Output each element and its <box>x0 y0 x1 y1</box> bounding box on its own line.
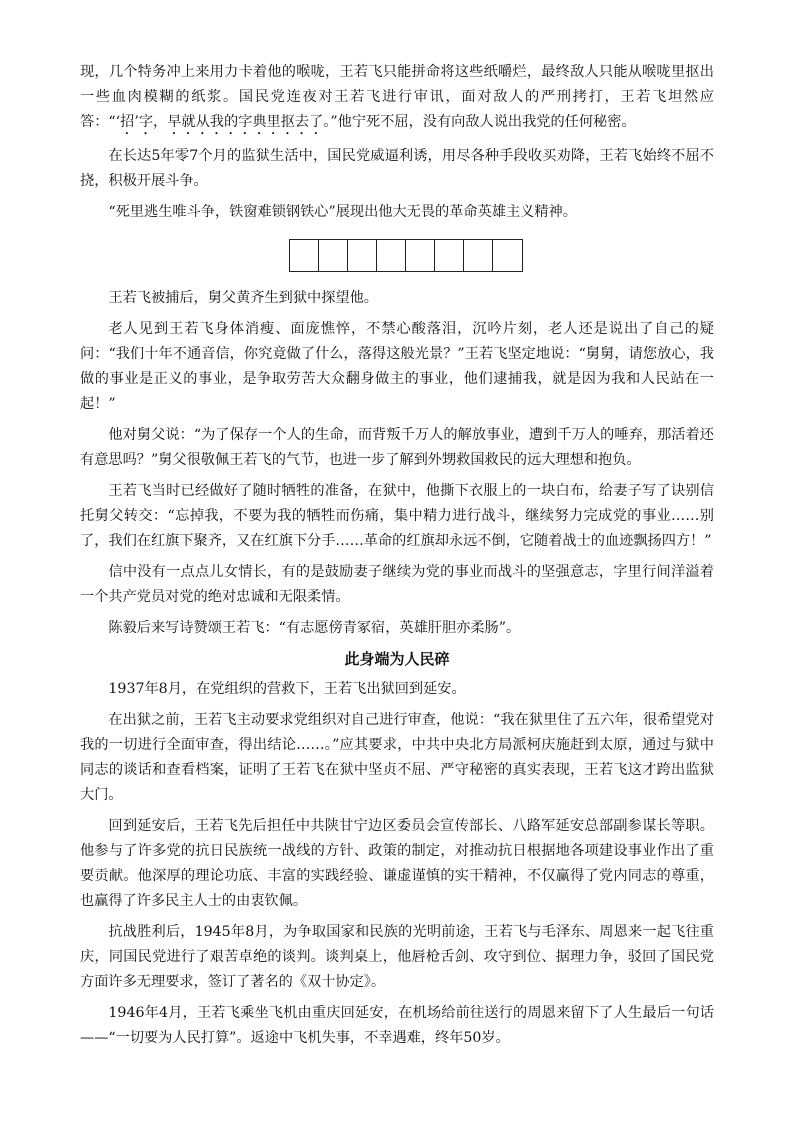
answer-cell[interactable] <box>493 240 522 271</box>
paragraph-8: 信中没有一点点儿女情长，有的是鼓励妻子继续为党的事业而战斗的坚强意志，字里行间洋溢着一个共产党员对党的绝对忠诚和无限柔情。 <box>80 564 714 605</box>
paragraph-4: 王若飞被捕后，舅父黄齐生到狱中探望他。 <box>108 290 378 306</box>
paragraph-9: 陈毅后来写诗赞颂王若飞：“有志愿傍青冢宿，英雄肝胆亦柔肠”。 <box>108 620 521 636</box>
answer-cell[interactable] <box>348 240 377 271</box>
paragraph-10: 1937年8月，在党组织的营救下，王若飞出狱回到延安。 <box>108 681 466 697</box>
answer-cell[interactable] <box>319 240 348 271</box>
article-body <box>80 60 714 1057</box>
paragraph-7: 王若飞当时已经做好了随时牺牲的准备，在狱中，他撕下衣服上的一块白布，给妻子写了诀别信托舅父转交：“忘掉我，不要为我的牺牲而伤痛，集中精力进行战斗，继续努力完成党的事业……别了，我们在红旗下聚齐，又在红旗下分手……革命的红旗却永远不倒，它随着战士的血迹飘扬四方！” <box>80 483 714 549</box>
paragraph-3: “死里逃生唯斗争，铁窗难锁钢铁心”展现出他大无畏的革命英雄主义精神。 <box>108 204 577 220</box>
paragraph-1-text-b: 。”他宁死不屈，没有向敌人说出我党的任何秘密。 <box>323 114 636 130</box>
answer-cell[interactable] <box>290 240 319 271</box>
answer-cell[interactable] <box>377 240 406 271</box>
answer-grid[interactable] <box>289 239 523 272</box>
paragraph-6: 他对舅父说：“为了保存一个人的生命，而背叛千万人的解放事业，遭到千万人的唾弃，那活着还有意思吗？”舅父很敬佩王若飞的气节，也进一步了解到外甥救国救民的远大理想和抱负。 <box>80 427 714 468</box>
paragraph-1-text-a: 现，几个特务冲上来用力卡着他的喉咙，王若飞只能拼命将这些纸嚼烂，最终敌人只能从喉咙里抠出一些血肉模糊的纸浆。国民党连夜对王若飞进行审讯，面对敌人的严刑拷打，王若飞坦然应答：“ <box>80 64 714 130</box>
answer-cell[interactable] <box>435 240 464 271</box>
paragraph-13: 抗战胜利后，1945年8月，为争取国家和民族的光明前途，王若飞与毛泽东、周恩来一起飞往重庆，同国民党进行了艰苦卓绝的谈判。谈判桌上，他唇枪舌剑、攻守到位、据理力争，驳回了国民党方面许多无理要求，签订了著名的《双十协定》。 <box>80 924 714 990</box>
paragraph-14: 1946年4月，王若飞乘坐飞机由重庆回延安，在机场给前往送行的周恩来留下了人生最后一句话——“一切要为人民打算”。返途中飞机失事，不幸遇难，终年50岁。 <box>80 1005 714 1046</box>
answer-cell[interactable] <box>406 240 435 271</box>
paragraph-1 <box>80 60 714 138</box>
paragraph-12: 回到延安后，王若飞先后担任中共陕甘宁边区委员会宣传部长、八路军延安总部副参谋长等职。他参与了许多党的抗日民族统一战线的方针、政策的制定，对推动抗日根据地各项建设事业作出了重要贡献。他深厚的理论功底、丰富的实践经验、谦虚谨慎的实干精神，不仅赢得了党内同志的尊重，也赢得了许多民主人士的由衷钦佩。 <box>80 818 714 909</box>
section-title: 此身端为人民碎 <box>344 650 450 668</box>
paragraph-5: 老人见到王若飞身体消瘦、面庞憔悴，不禁心酸落泪，沉吟片刻，老人还是说出了自己的疑问：“我们十年不通音信，你究竟做了什么，落得这般光景？”王若飞坚定地说：“舅舅，请您放心，我做的事业是正义的事业，是争取劳苦大众翻身做主的事业，他们逮捕我，就是因为我和人民站在一起！” <box>80 321 714 412</box>
emphasized-quote: ‘招’字，早就从我的字典里抠去了 <box>115 114 324 130</box>
paragraph-11: 在出狱之前，王若飞主动要求党组织对自己进行审查，他说：“我在狱里住了五六年，很希望党对我的一切进行全面审查，得出结论……。”应其要求，中共中央北方局派柯庆施赶到太原，通过与狱中同志的谈话和查看档案，证明了王若飞在狱中坚贞不屈、严守秘密的真实表现，王若飞这才跨出监狱大门。 <box>80 712 714 803</box>
answer-cell[interactable] <box>464 240 493 271</box>
paragraph-2: 在长达5年零7个月的监狱生活中，国民党威逼利诱，用尽各种手段收买劝降，王若飞始终不屈不挠，积极开展斗争。 <box>80 148 714 189</box>
